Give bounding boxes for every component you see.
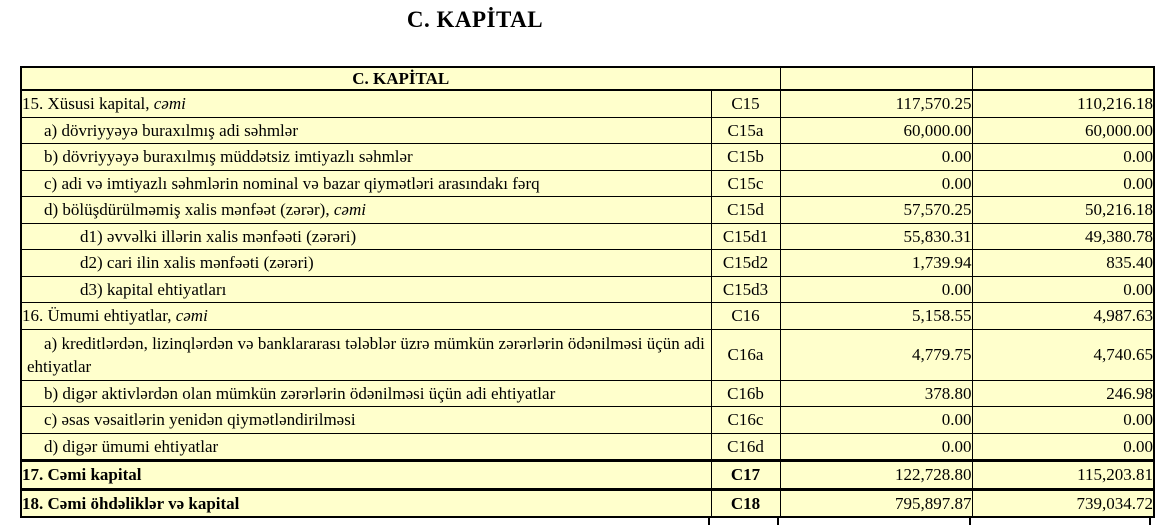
header-col-value-1 — [780, 67, 972, 90]
row-label: d) bölüşdürülməmiş xalis mənfəət (zərər), — [44, 200, 334, 220]
page-title: C. KAPİTAL — [406, 7, 544, 32]
row-code: C16c — [711, 407, 780, 434]
row-value-2: 115,203.81 — [972, 461, 1154, 490]
table-row-c16b — [21, 380, 1154, 407]
row-label: d2) cari ilin xalis mənfəəti (zərəri) — [80, 253, 314, 273]
row-value-1: 55,830.31 — [780, 223, 972, 250]
row-value-2: 0.00 — [972, 407, 1154, 434]
row-label-italic: cəmi — [175, 306, 208, 326]
row-code: C15d2 — [711, 250, 780, 277]
row-value-1: 0.00 — [780, 276, 972, 303]
header-col-value-2 — [972, 67, 1154, 90]
row-code: C15d3 — [711, 276, 780, 303]
table-row-c15a — [21, 117, 1154, 144]
row-value-1: 117,570.25 — [780, 90, 972, 117]
row-value-1: 378.80 — [780, 380, 972, 407]
row-value-2: 0.00 — [972, 144, 1154, 171]
row-code: C17 — [711, 461, 780, 490]
row-value-2: 50,216.18 — [972, 197, 1154, 224]
row-value-1: 795,897.87 — [780, 489, 972, 517]
row-value-2: 4,987.63 — [972, 303, 1154, 330]
row-code: C15d1 — [711, 223, 780, 250]
row-label: a) dövriyyəyə buraxılmış adi səhmlər — [44, 120, 298, 140]
row-label: d) digər ümumi ehtiyatlar — [44, 436, 219, 456]
row-label: 18. Cəmi öhdəliklər və kapital — [22, 493, 240, 513]
row-code: C16d — [711, 433, 780, 461]
row-value-2: 0.00 — [972, 433, 1154, 461]
row-value-1: 0.00 — [780, 433, 972, 461]
table-row-c15d1 — [21, 223, 1154, 250]
row-label: d1) əvvəlki illərin xalis mənfəəti (zərəri) — [80, 226, 357, 246]
table-row-c15d2 — [21, 250, 1154, 277]
row-label: b) digər aktivlərdən olan mümkün zərərlərin ödənilməsi üçün adi ehtiyatlar — [44, 383, 556, 403]
row-label: b) dövriyyəyə buraxılmış müddətsiz imtiyazlı səhmlər — [44, 147, 413, 167]
table-row-c17 — [21, 461, 1154, 490]
row-label: a) kreditlərdən, lizinqlərdən və banklararası tələblər üzrə mümkün zərərlərin ödənilməsi üçün adi ehtiyatlar — [27, 333, 705, 376]
row-value-2: 49,380.78 — [972, 223, 1154, 250]
row-value-1: 0.00 — [780, 144, 972, 171]
table-row-c16 — [21, 303, 1154, 330]
row-label: c) əsas vəsaitlərin yenidən qiymətləndirilməsi — [44, 410, 356, 430]
capital-table — [20, 66, 1155, 518]
row-value-1: 57,570.25 — [780, 197, 972, 224]
row-code: C16 — [711, 303, 780, 330]
row-value-2: 0.00 — [972, 170, 1154, 197]
row-value-2: 110,216.18 — [972, 90, 1154, 117]
row-value-2: 4,740.65 — [972, 329, 1154, 380]
row-code: C16a — [711, 329, 780, 380]
table-header-title: C. KAPİTAL — [21, 67, 780, 90]
row-value-1: 5,158.55 — [780, 303, 972, 330]
row-value-2: 739,034.72 — [972, 489, 1154, 517]
row-value-1: 122,728.80 — [780, 461, 972, 490]
row-label: d3) kapital ehtiyatları — [80, 279, 227, 299]
row-value-2: 246.98 — [972, 380, 1154, 407]
row-code: C15 — [711, 90, 780, 117]
row-value-1: 1,739.94 — [780, 250, 972, 277]
row-code: C16b — [711, 380, 780, 407]
row-value-1: 0.00 — [780, 170, 972, 197]
row-label-italic: cəmi — [153, 94, 186, 114]
table-row-c16c — [21, 407, 1154, 434]
row-code: C15a — [711, 117, 780, 144]
row-value-1: 0.00 — [780, 407, 972, 434]
row-label: 15. Xüsusi kapital, — [22, 94, 154, 114]
row-value-1: 60,000.00 — [780, 117, 972, 144]
row-value-1: 4,779.75 — [780, 329, 972, 380]
capital-table-container — [20, 66, 1155, 525]
row-value-2: 60,000.00 — [972, 117, 1154, 144]
row-code: C15d — [711, 197, 780, 224]
table-row-c16a — [21, 329, 1154, 380]
row-label-italic: cəmi — [333, 200, 366, 220]
table-row-c15 — [21, 90, 1154, 117]
table-row-c15d — [21, 197, 1154, 224]
row-label: c) adi və imtiyazlı səhmlərin nominal və bazar qiymətləri arasındakı fərq — [44, 173, 540, 193]
table-row-c15c — [21, 170, 1154, 197]
table-row-c18 — [21, 489, 1154, 517]
row-value-2: 835.40 — [972, 250, 1154, 277]
row-value-2: 0.00 — [972, 276, 1154, 303]
next-row-border-stubs — [20, 518, 1153, 525]
table-header-row — [21, 67, 1154, 90]
row-code: C15c — [711, 170, 780, 197]
row-label: 16. Ümumi ehtiyatlar, — [22, 306, 176, 326]
table-row-c15b — [21, 144, 1154, 171]
row-code: C18 — [711, 489, 780, 517]
row-label: 17. Cəmi kapital — [22, 465, 142, 485]
table-row-c16d — [21, 433, 1154, 461]
table-row-c15d3 — [21, 276, 1154, 303]
row-code: C15b — [711, 144, 780, 171]
